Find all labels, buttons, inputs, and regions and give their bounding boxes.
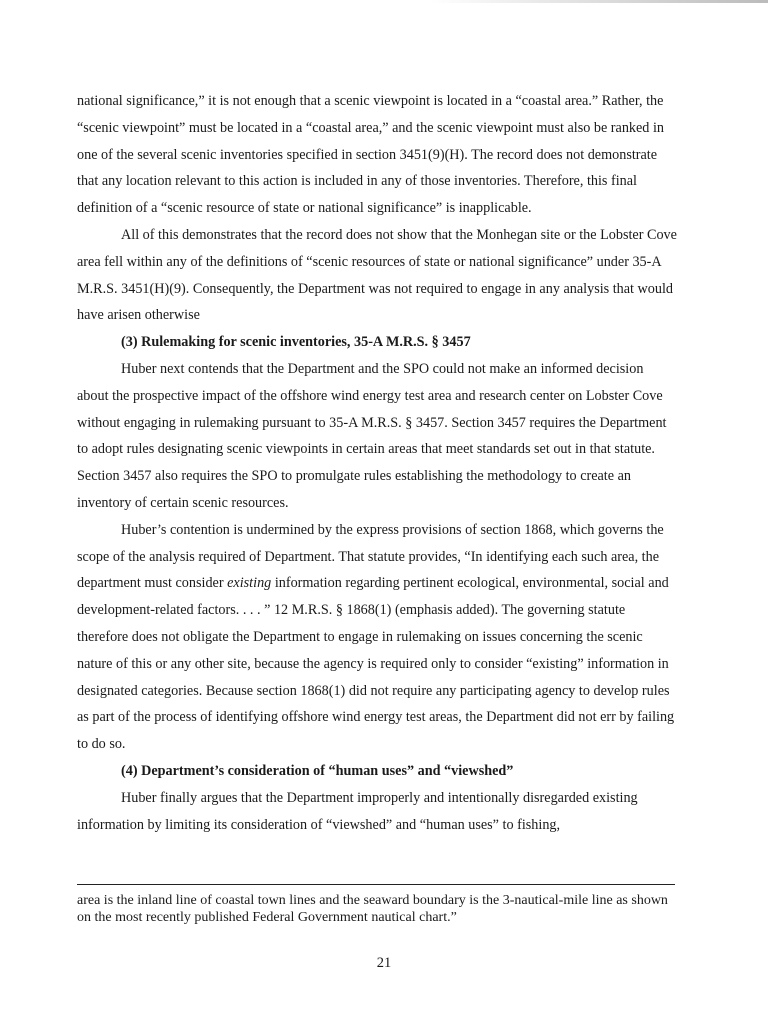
scan-edge-shadow: [430, 0, 768, 3]
text-after-emphasis: information regarding pertinent ecological, environmental, social and development-related factors. . . . ” 12 M.R.S. § 1868(1) (emphasis added). The governing statute therefore does not obligate the Department to engage in rulemaking on issues concerning the scenic nature of this or any other site, because the agency is required only to consider “existing” information in designated categories. Because section 1868(1) did not require any participating agency to develop rules as part of the process of identifying offshore wind energy test areas, the Department did not err by failing to do so.: [77, 575, 675, 753]
paragraph-record-summary: All of this demonstrates that the record does not show that the Monhegan site or the Lobster Cove area fell within any of the definitions of “scenic resources of state or national significance” under 35-A M.R.S. 3451(H)(9). Consequently, the Department was not required to engage in any analysis that would have arisen otherwise: [77, 226, 677, 324]
paragraph-huber-contention: Huber next contends that the Department and the SPO could not make an informed decision about the prospective impact of the offshore wind energy test area and research center on Lobster Cove without engaging in rulemaking pursuant to 35-A M.R.S. § 3457. Section 3457 requires the Department to adopt rules designating scenic viewpoints in certain areas that meet standards set out in that statute. Section 3457 also requires the SPO to promulgate rules establishing the methodology to create an inventory of certain scenic resources.: [77, 360, 667, 511]
footnote-divider: [77, 884, 675, 885]
footnote-text: area is the inland line of coastal town lines and the seaward boundary is the 3-nautical-mile line as shown on the most recently published Federal Government nautical chart.”: [77, 893, 668, 925]
body-text: [77, 88, 677, 838]
text-before-emphasis: Huber’s contention is undermined by the express provisions of section 1868, which governs the scope of the analysis required of Department. That statute provides, “In identifying each such area, the department must consider: [77, 521, 664, 592]
paragraph-huber-argument: Huber finally argues that the Department improperly and intentionally disregarded existing information by limiting its consideration of “viewshed” and “human uses” to fishing,: [77, 789, 638, 833]
section-heading-rulemaking: (3) Rulemaking for scenic inventories, 35-A M.R.S. § 3457: [121, 334, 471, 351]
page-number: 21: [376, 955, 392, 971]
paragraph-section-1868: [77, 517, 677, 758]
section-heading-human-uses: (4) Department’s consideration of “human uses” and “viewshed”: [121, 762, 514, 779]
emphasis-existing: existing: [227, 575, 272, 592]
paragraph-continuation: national significance,” it is not enough that a scenic viewpoint is located in a “coastal area.” Rather, the “scenic viewpoint” must be located in a “coastal area,” and the scenic viewpoint must also be ranked in one of the several scenic inventories specified in section 3451(9)(H). The record does not demonstrate that any location relevant to this action is included in any of those inventories. Therefore, this final definition of a “scenic resource of state or national significance” is inapplicable.: [77, 93, 664, 217]
